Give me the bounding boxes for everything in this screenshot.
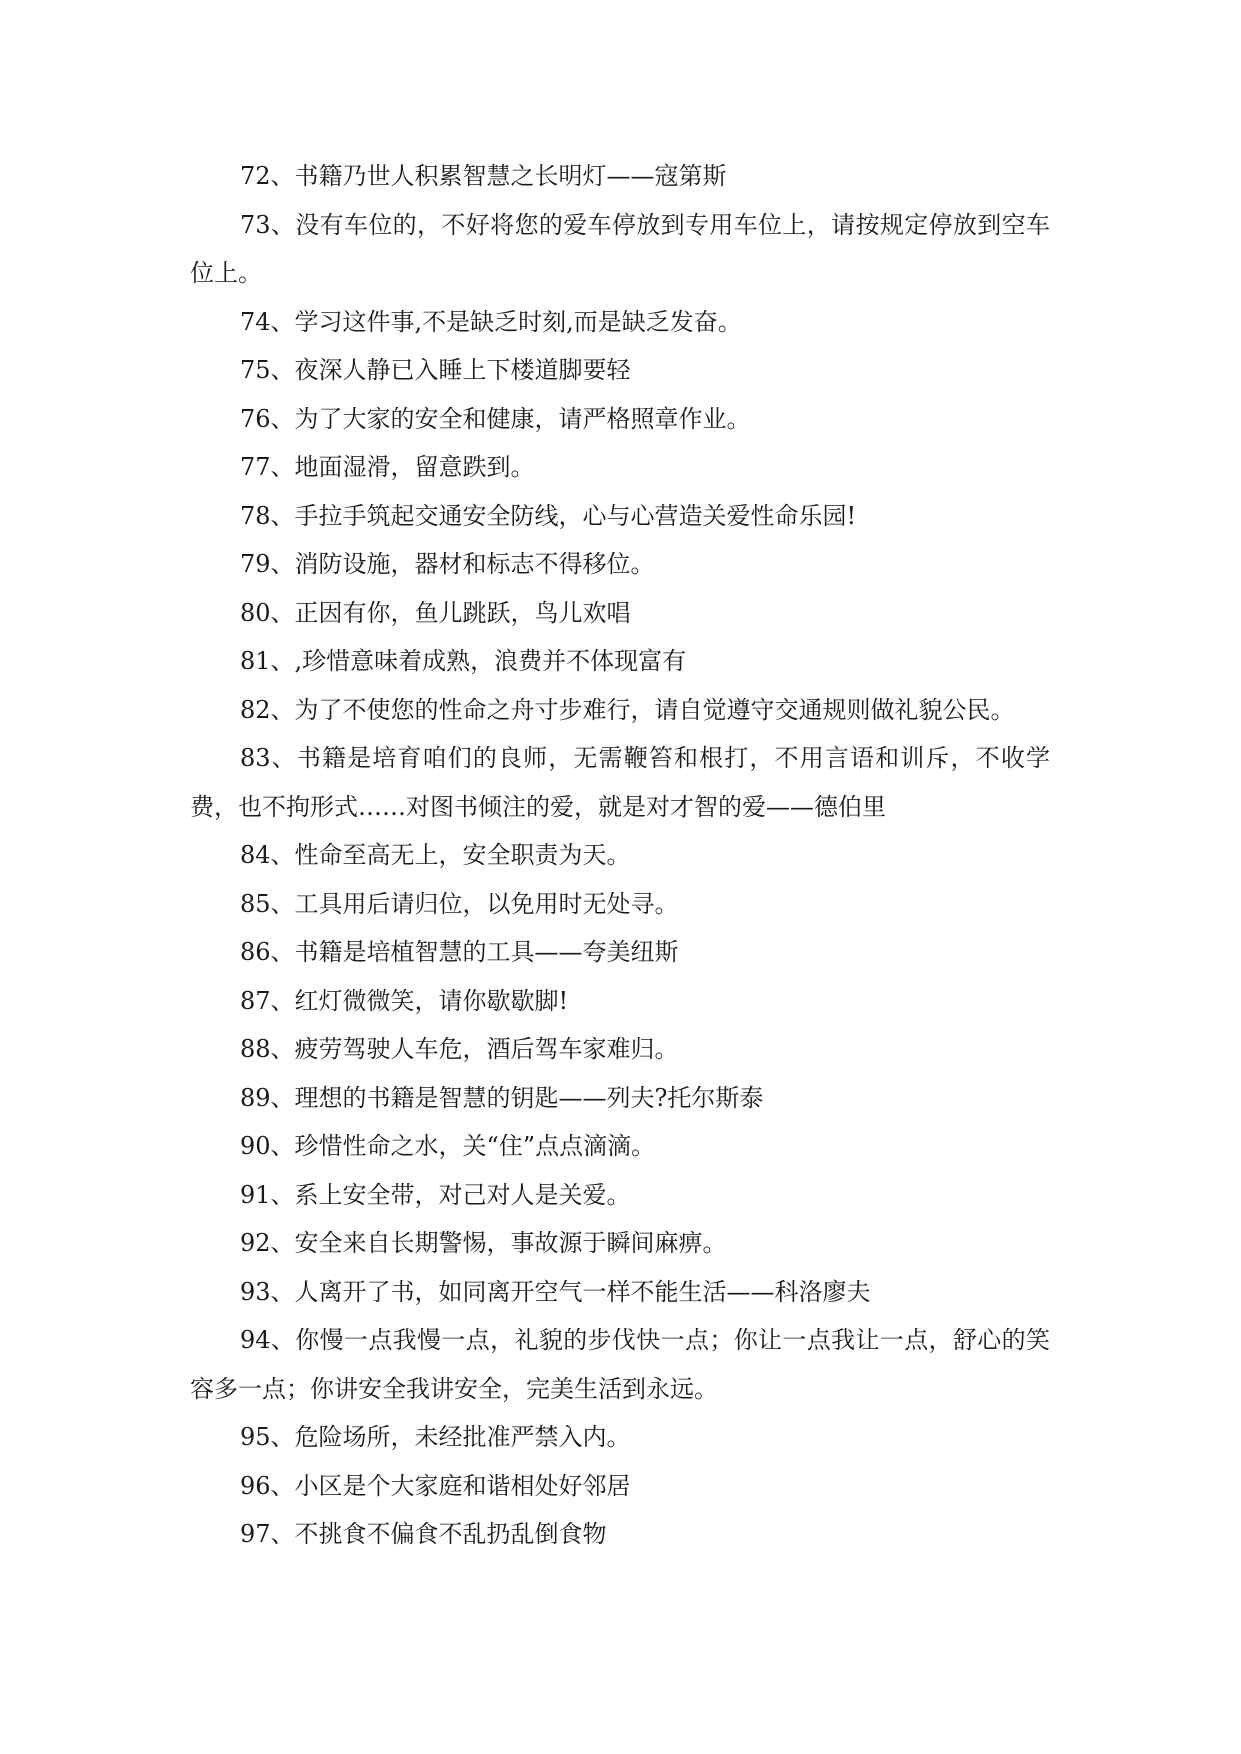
paragraph-73: 73、没有车位的，不好将您的爱车停放到专用车位上，请按规定停放到空车位上。 bbox=[190, 210, 1050, 287]
paragraph-91: 91、系上安全带，对己对人是关爱。 bbox=[240, 1180, 631, 1209]
paragraph-83: 83、书籍是培育咱们的良师，无需鞭笞和根打，不用言语和训斥，不收学费，也不拘形式……对图书倾注的爱，就是对才智的爱——德伯里 bbox=[190, 744, 1050, 821]
paragraph-95: 95、危险场所，未经批准严禁入内。 bbox=[240, 1423, 631, 1451]
paragraph-78: 78、手拉手筑起交通安全防线，心与心营造关爱性命乐园! bbox=[240, 501, 857, 530]
paragraph-89: 89、理想的书籍是智慧的钥匙——列夫?托尔斯泰 bbox=[240, 1083, 764, 1112]
paragraph-86: 86、书籍是培植智慧的工具——夸美纽斯 bbox=[240, 938, 679, 966]
paragraph-88: 88、疲劳驾驶人车危，酒后驾车家难归。 bbox=[240, 1035, 679, 1063]
paragraph-74: 74、学习这件事,不是缺乏时刻,而是缺乏发奋。 bbox=[240, 307, 742, 336]
paragraph-85: 85、工具用后请归位，以免用时无处寻。 bbox=[240, 889, 679, 918]
paragraph-90: 90、珍惜性命之水，关“住”点点滴滴。 bbox=[240, 1132, 656, 1160]
paragraph-87: 87、红灯微微笑，请你歇歇脚! bbox=[240, 986, 569, 1015]
paragraph-93: 93、人离开了书，如同离开空气一样不能生活——科洛廖夫 bbox=[240, 1277, 871, 1306]
paragraph-80: 80、正因有你，鱼儿跳跃，鸟儿欢唱 bbox=[240, 598, 631, 627]
paragraph-92: 92、安全来自长期警惕，事故源于瞬间麻痹。 bbox=[240, 1229, 727, 1257]
document-body bbox=[190, 152, 1050, 1559]
paragraph-96: 96、小区是个大家庭和谐相处好邻居 bbox=[240, 1471, 631, 1500]
paragraph-75: 75、夜深人静已入睡上下楼道脚要轻 bbox=[240, 356, 631, 384]
paragraph-79: 79、消防设施，器材和标志不得移位。 bbox=[240, 550, 655, 578]
paragraph-81: 81、,珍惜意味着成熟，浪费并不体现富有 bbox=[240, 647, 687, 675]
paragraph-84: 84、性命至高无上，安全职责为天。 bbox=[240, 841, 631, 869]
paragraph-82: 82、为了不使您的性命之舟寸步难行，请自觉遵守交通规则做礼貌公民。 bbox=[240, 695, 1015, 724]
paragraph-97: 97、不挑食不偏食不乱扔乱倒食物 bbox=[240, 1520, 607, 1548]
paragraph-72: 72、书籍乃世人积累智慧之长明灯——寇第斯 bbox=[240, 162, 727, 190]
paragraph-77: 77、地面湿滑，留意跌到。 bbox=[240, 453, 535, 481]
paragraph-76: 76、为了大家的安全和健康，请严格照章作业。 bbox=[240, 404, 751, 433]
paragraph-94: 94、你慢一点我慢一点，礼貌的步伐快一点；你让一点我让一点，舒心的笑容多一点；你讲安全我讲安全，完美生活到永远。 bbox=[190, 1326, 1050, 1403]
